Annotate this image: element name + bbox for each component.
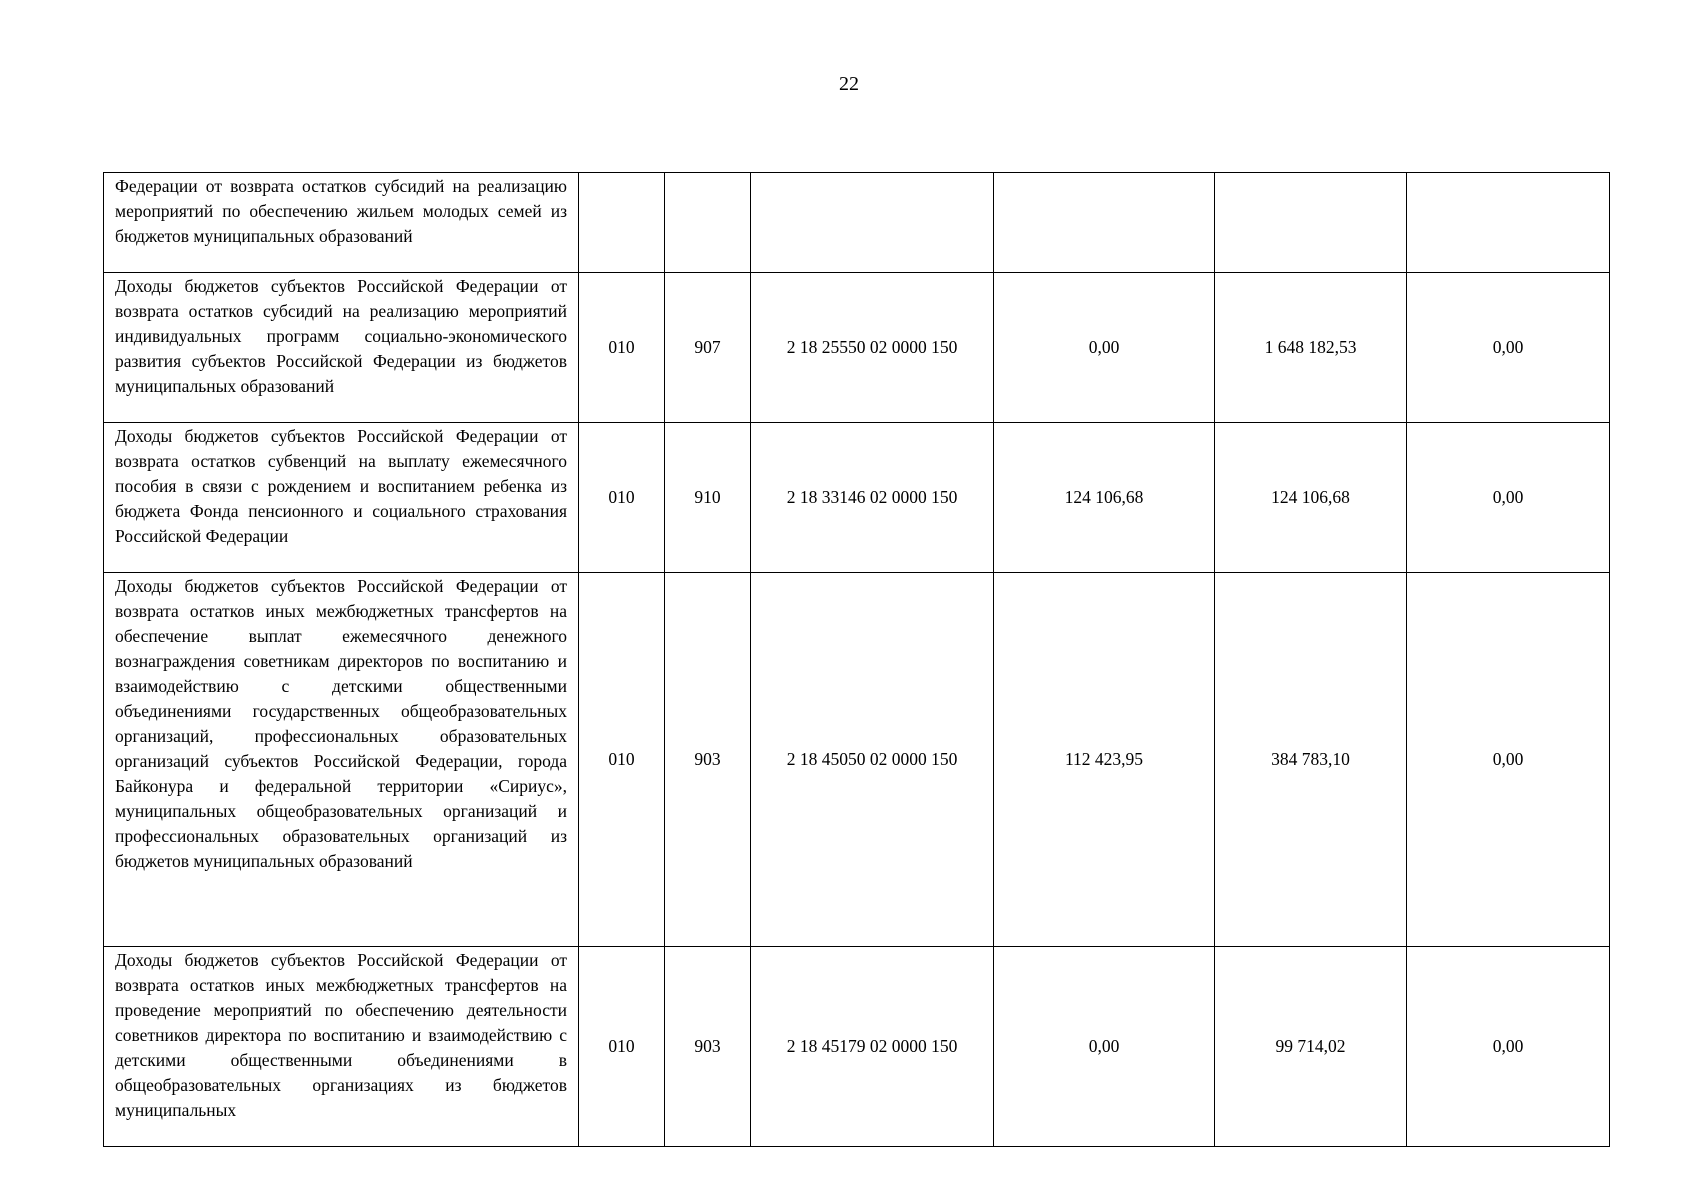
row-description: Доходы бюджетов субъектов Российской Федерации от возврата остатков субвенций на выплату ежемесячного пособия в связи с рождением и воспитанием ребенка из бюджета Фонда пенсионного и социального страхования Российской Федерации xyxy=(104,423,579,573)
row-description: Доходы бюджетов субъектов Российской Федерации от возврата остатков иных межбюджетных трансфертов на проведение мероприятий по обеспечению деятельности советников директора по воспитанию и взаимодействию с детскими общественными объединениями в общеобразовательных организациях из бюджетов муниципальных xyxy=(104,947,579,1147)
table-row xyxy=(104,273,1610,423)
row-description: Доходы бюджетов субъектов Российской Федерации от возврата остатков субсидий на реализацию мероприятий индивидуальных программ социально-экономического развития субъектов Российской Федерации из бюджетов муниципальных образований xyxy=(104,273,579,423)
row-kbk: 2 18 25550 02 0000 150 xyxy=(751,273,994,423)
row-kbk: 2 18 45050 02 0000 150 xyxy=(751,573,994,947)
row-code: 903 xyxy=(665,573,751,947)
row-value-2: 384 783,10 xyxy=(1215,573,1407,947)
row-admin-code: 010 xyxy=(579,573,665,947)
row-value-1: 0,00 xyxy=(994,947,1215,1147)
row-admin-code: 010 xyxy=(579,273,665,423)
table-row xyxy=(104,573,1610,947)
row-value-1: 0,00 xyxy=(994,273,1215,423)
row-kbk: 2 18 45179 02 0000 150 xyxy=(751,947,994,1147)
row-value-3: 0,00 xyxy=(1407,573,1610,947)
table-row xyxy=(104,173,1610,273)
table-row xyxy=(104,423,1610,573)
row-admin-code xyxy=(579,173,665,273)
row-description: Федерации от возврата остатков субсидий на реализацию мероприятий по обеспечению жильем молодых семей из бюджетов муниципальных образований xyxy=(104,173,579,273)
row-value-2: 124 106,68 xyxy=(1215,423,1407,573)
row-admin-code: 010 xyxy=(579,423,665,573)
row-value-3: 0,00 xyxy=(1407,423,1610,573)
row-value-1 xyxy=(994,173,1215,273)
row-value-1: 124 106,68 xyxy=(994,423,1215,573)
row-description: Доходы бюджетов субъектов Российской Федерации от возврата остатков иных межбюджетных трансфертов на обеспечение выплат ежемесячного денежного вознаграждения советникам директоров по воспитанию и взаимодействию с детскими общественными объединениями государственных общеобразовательных организаций, профессиональных образовательных организаций субъектов Российской Федерации, города Байконура и федеральной территории «Сириус», муниципальных общеобразовательных организаций и профессиональных образовательных организаций из бюджетов муниципальных образований xyxy=(104,573,579,947)
page-number: 22 xyxy=(839,73,859,95)
row-kbk: 2 18 33146 02 0000 150 xyxy=(751,423,994,573)
row-value-3: 0,00 xyxy=(1407,273,1610,423)
row-value-2: 99 714,02 xyxy=(1215,947,1407,1147)
row-value-3 xyxy=(1407,173,1610,273)
row-value-2: 1 648 182,53 xyxy=(1215,273,1407,423)
row-admin-code: 010 xyxy=(579,947,665,1147)
row-code: 903 xyxy=(665,947,751,1147)
row-value-3: 0,00 xyxy=(1407,947,1610,1147)
row-value-1: 112 423,95 xyxy=(994,573,1215,947)
row-kbk xyxy=(751,173,994,273)
row-code: 907 xyxy=(665,273,751,423)
table-row xyxy=(104,947,1610,1147)
row-code: 910 xyxy=(665,423,751,573)
row-value-2 xyxy=(1215,173,1407,273)
row-code xyxy=(665,173,751,273)
budget-revenue-table xyxy=(103,172,1610,1147)
